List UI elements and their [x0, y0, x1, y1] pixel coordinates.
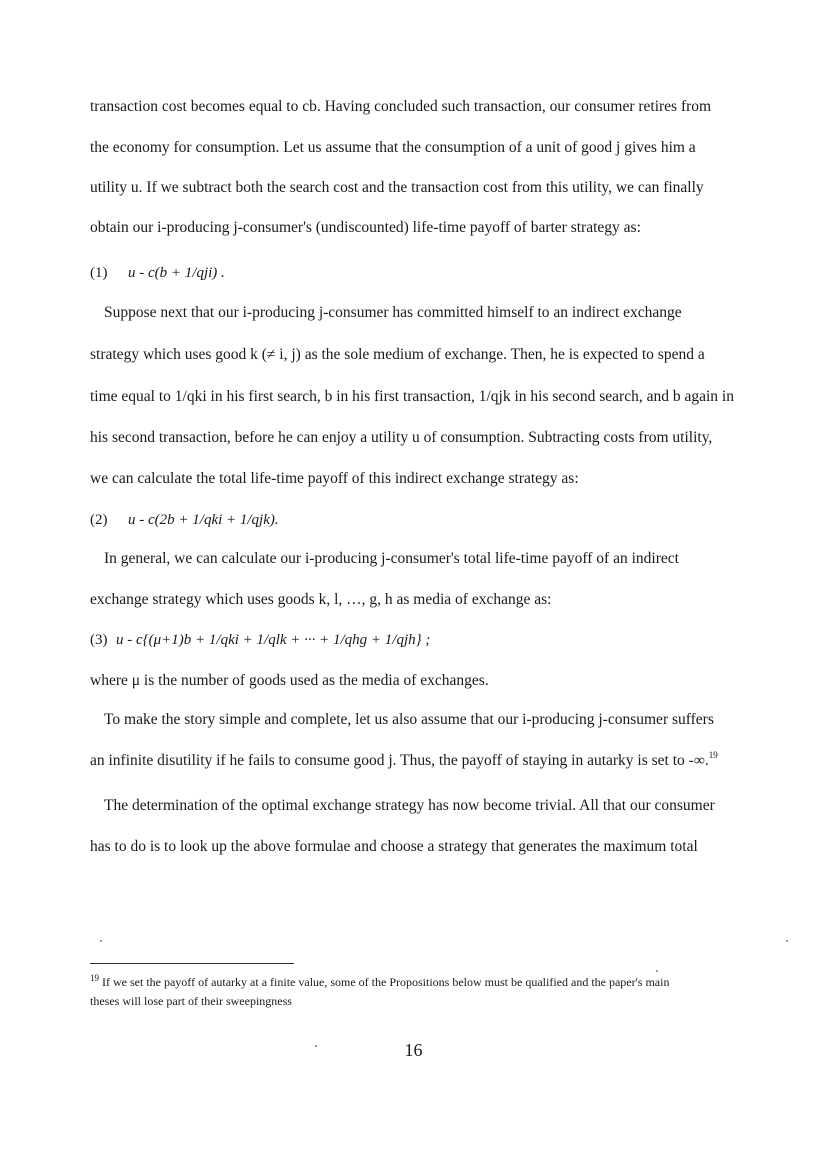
body-line-1: transaction cost becomes equal to cb. Having concluded such transaction, our consumer retires from [90, 98, 712, 115]
body-line-7: time equal to 1/qki in his first search, b in his first transaction, 1/qjk in his second search, and b again in [90, 388, 734, 405]
equation-text: u - c(b + 1/qji) . [128, 265, 225, 281]
body-line-12: where μ is the number of goods used as the media of exchanges. [90, 672, 489, 689]
equation-text: u - c{(μ+1)b + 1/qki + 1/qlk + ··· + 1/qhg + 1/qjh} ; [116, 632, 431, 648]
body-line-11: exchange strategy which uses goods k, l, …, g, h as media of exchange as: [90, 591, 552, 608]
body-line-3: utility u. If we subtract both the search cost and the transaction cost from this utility, we can finally [90, 179, 704, 196]
footnote-rule [90, 963, 294, 964]
body-line-2: the economy for consumption. Let us assume that the consumption of a unit of good j gives him a [90, 139, 696, 156]
equation-number: (1) [90, 265, 108, 281]
scan-speck [786, 940, 788, 942]
body-line-13: To make the story simple and complete, let us also assume that our i-producing j-consumer suffers [104, 711, 714, 728]
footnote-line-1 [90, 975, 669, 990]
body-line-14 [90, 752, 718, 770]
body-line-16: has to do is to look up the above formulae and choose a strategy that generates the maximum total [90, 838, 698, 855]
equation-number: (3) [90, 632, 108, 648]
body-line-8: his second transaction, before he can enjoy a utility u of consumption. Subtracting costs from utility, [90, 429, 713, 446]
footnote-line-2: theses will lose part of their sweepingness [90, 994, 292, 1008]
body-line-4: obtain our i-producing j-consumer's (undiscounted) life-time payoff of barter strategy as: [90, 219, 641, 236]
equation-1 [90, 265, 225, 282]
body-line-6: strategy which uses good k (≠ i, j) as the sole medium of exchange. Then, he is expected to spend a [90, 346, 705, 363]
body-line-5: Suppose next that our i-producing j-consumer has committed himself to an indirect exchange [104, 304, 682, 321]
body-line-10: In general, we can calculate our i-producing j-consumer's total life-time payoff of an indirect [104, 550, 679, 567]
body-line-9: we can calculate the total life-time payoff of this indirect exchange strategy as: [90, 470, 579, 487]
footnote-marker: 19 [90, 973, 99, 983]
body-line-15: The determination of the optimal exchange strategy has now become trivial. All that our consumer [104, 797, 715, 814]
equation-text: u - c(2b + 1/qki + 1/qjk). [128, 512, 279, 528]
equation-3 [90, 632, 430, 649]
body-line-14-text: an infinite disutility if he fails to consume good j. Thus, the payoff of staying in autarky is set to -∞. [90, 752, 709, 769]
scan-speck [656, 970, 658, 972]
footnote-ref: 19 [708, 750, 718, 760]
footnote-text: If we set the payoff of autarky at a finite value, some of the Propositions below must be qualified and the paper's main [102, 975, 670, 989]
equation-number: (2) [90, 512, 108, 528]
page-number: 16 [404, 1040, 423, 1060]
equation-2 [90, 512, 279, 529]
scan-speck [100, 940, 102, 942]
